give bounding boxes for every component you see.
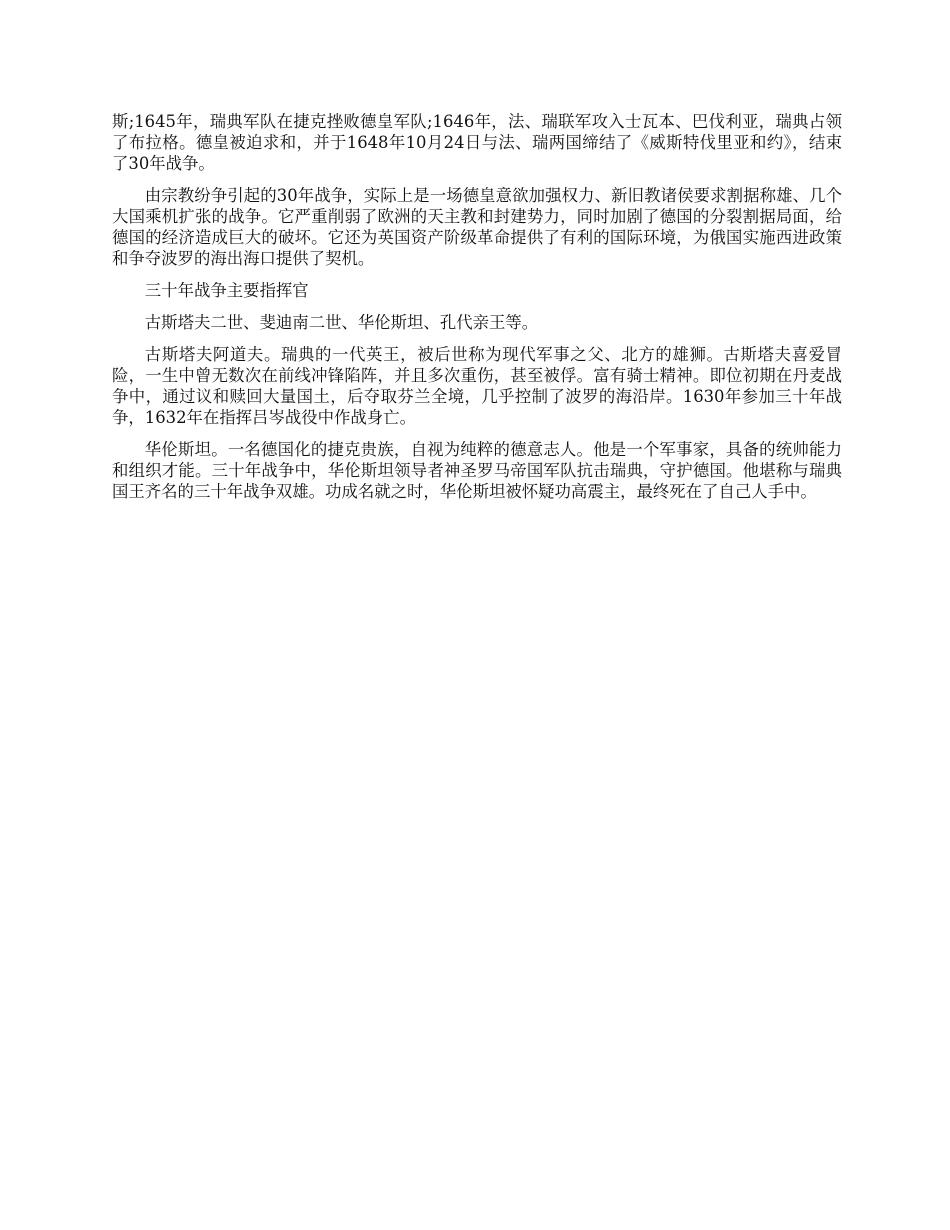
document-page <box>112 111 842 513</box>
paragraph-war-end: 斯;1645年，瑞典军队在捷克挫败德皇军队;1646年，法、瑞联军攻入士瓦本、巴伐利亚，瑞典占领了布拉格。德皇被迫求和，并于1648年10月24日与法、瑞两国缔结了《威斯特伐里亚和约》，结束了30年战争。 <box>112 112 842 173</box>
section-heading-commanders: 三十年战争主要指挥官 <box>144 281 309 300</box>
paragraph-war-significance: 由宗教纷争引起的30年战争，实际上是一场德皇意欲加强权力、新旧教诸侯要求割据称雄、几个大国乘机扩张的战争。它严重削弱了欧洲的天主教和封建势力，同时加剧了德国的分裂割据局面，给德国的经济造成巨大的破坏。它还为英国资产阶级革命提供了有利的国际环境，为俄国实施西进政策和争夺波罗的海出海口提供了契机。 <box>112 186 842 268</box>
paragraph-commander-list: 古斯塔夫二世、斐迪南二世、华伦斯坦、孔代亲王等。 <box>144 313 539 332</box>
paragraph-wallenstein: 华伦斯坦。一名德国化的捷克贵族，自视为纯粹的德意志人。他是一个军事家，具备的统帅能力和组织才能。三十年战争中，华伦斯坦领导者神圣罗马帝国军队抗击瑞典，守护德国。他堪称与瑞典国王齐名的三十年战争双雄。功成名就之时，华伦斯坦被怀疑功高震主，最终死在了自己人手中。 <box>112 440 842 501</box>
paragraph-gustavus-adolphus: 古斯塔夫阿道夫。瑞典的一代英王，被后世称为现代军事之父、北方的雄狮。古斯塔夫喜爱冒险，一生中曾无数次在前线冲锋陷阵，并且多次重伤，甚至被俘。富有骑士精神。即位初期在丹麦战争中，通过议和赎回大量国土，后夺取芬兰全境，几乎控制了波罗的海沿岸。1630年参加三十年战争，1632年在指挥吕岑战役中作战身亡。 <box>112 345 842 427</box>
